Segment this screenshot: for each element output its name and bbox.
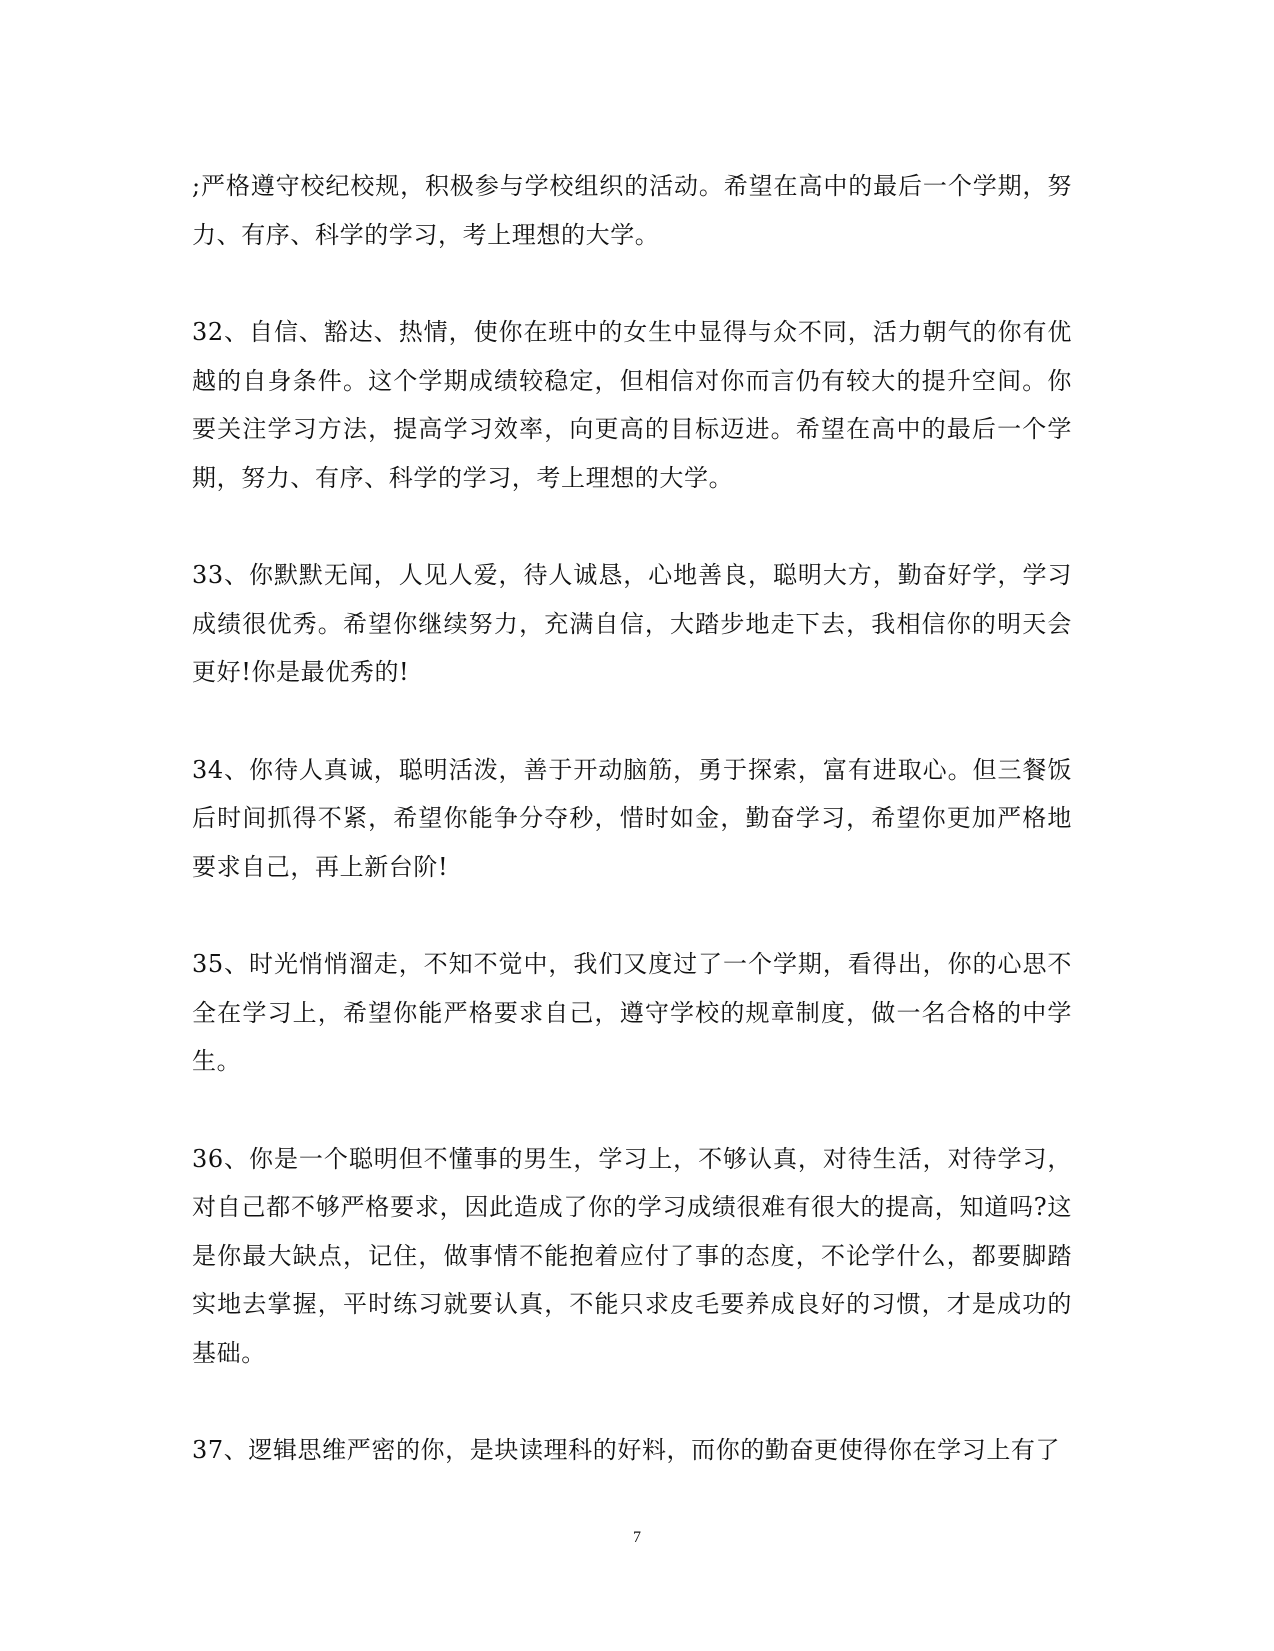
paragraph-gap — [192, 1377, 1072, 1426]
paragraph-36: 36、你是一个聪明但不懂事的男生，学习上，不够认真，对待生活，对待学习，对自己都不够严格要求，因此造成了你的学习成绩很难有很大的提高，知道吗?这是你最大缺点，记住，做事情不能抱着应付了事的态度，不论学什么，都要脚踏实地去掌握，平时练习就要认真，不能只求皮毛要养成良好的习惯，才是成功的基础。 — [192, 1144, 1072, 1367]
paragraph-37: 37、逻辑思维严密的你，是块读理科的好料，而你的勤奋更使得你在学习上有了 — [192, 1436, 1061, 1464]
paragraph-35: 35、时光悄悄溜走，不知不觉中，我们又度过了一个学期，看得出，你的心思不全在学习上，希望你能严格要求自己，遵守学校的规章制度，做一名合格的中学生。 — [192, 950, 1072, 1075]
paragraph-34: 34、你待人真诚，聪明活泼，善于开动脑筋，勇于探索，富有进取心。但三餐饭后时间抓得不紧，希望你能争分夺秒，惜时如金，勤奋学习，希望你更加严格地要求自己，再上新台阶! — [192, 755, 1072, 881]
paragraph-gap — [192, 502, 1072, 551]
paragraph-33: 33、你默默无闻，人见人爱，待人诚恳，心地善良，聪明大方，勤奋好学，学习成绩很优秀。希望你继续努力，充满自信，大踏步地走下去，我相信你的明天会更好!你是最优秀的! — [192, 561, 1072, 686]
page-number: 7 — [633, 1529, 641, 1546]
paragraph-gap — [192, 1086, 1072, 1135]
paragraph-gap — [192, 697, 1072, 746]
paragraph-gap — [192, 259, 1072, 308]
paragraph-32: 32、自信、豁达、热情，使你在班中的女生中显得与众不同，活力朝气的你有优越的自身条件。这个学期成绩较稳定，但相信对你而言仍有较大的提升空间。你要关注学习方法，提高学习效率，向更高的目标迈进。希望在高中的最后一个学期，努力、有序、科学的学习，考上理想的大学。 — [192, 318, 1072, 492]
document-body — [192, 162, 1072, 1475]
paragraph-gap — [192, 891, 1072, 940]
paragraph-continuation: ;严格遵守校纪校规，积极参与学校组织的活动。希望在高中的最后一个学期，努力、有序、科学的学习，考上理想的大学。 — [192, 172, 1072, 249]
